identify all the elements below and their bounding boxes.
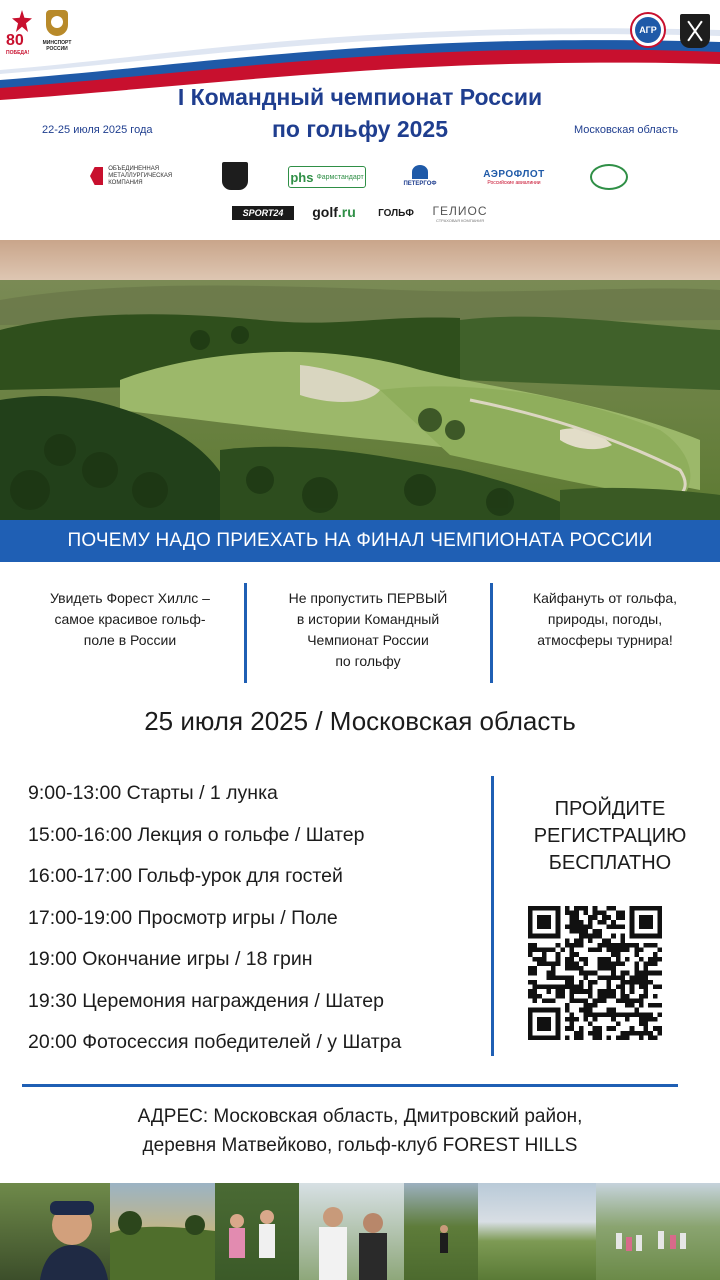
- photo-golfer-on-green: [404, 1183, 478, 1280]
- aeroflot-name: АЭРОФЛОТ: [483, 168, 545, 180]
- address-block: [0, 1102, 720, 1160]
- photo-fairway-landscape: [478, 1183, 596, 1280]
- title-line-2: по гольфу 2025: [271, 116, 448, 142]
- reason-forest-hills: [24, 588, 236, 651]
- address-line-1: АДРЕС: Московская область, Дмитровский район,: [137, 1106, 583, 1127]
- sponsor-helios: [432, 202, 488, 224]
- sponsor-aeroflot: [468, 164, 560, 190]
- photo-golfer-portrait: [0, 1183, 110, 1280]
- sponsor-peterhof: [400, 160, 440, 192]
- divider: [244, 583, 247, 683]
- schedule-item: 19:30 Церемония награждения / Шатер: [28, 989, 384, 1012]
- golf-course-aerial-photo: [0, 240, 720, 520]
- title-line-1: I Командный чемпионат России: [177, 84, 543, 110]
- schedule-item: 15:00-16:00 Лекция о гольфе / Шатер: [28, 823, 365, 846]
- agr-logo-text: АГР: [635, 17, 661, 43]
- registration-line: БЕСПЛАТНО: [548, 852, 672, 874]
- photo-women-golfers: [215, 1183, 299, 1280]
- reason-line: в истории Командный: [296, 611, 440, 627]
- star-icon: [12, 10, 32, 32]
- registration-line: ПРОЙДИТЕ: [554, 798, 666, 820]
- peterhof-name: ПЕТЕРГОФ: [403, 181, 437, 187]
- helios-sub: СТРАХОВАЯ КОМПАНИЯ: [435, 217, 485, 223]
- sponsor-golf-magazine: ГОЛЬФ: [378, 207, 414, 219]
- golfru-b: .ru: [337, 204, 356, 220]
- registration-qr-code[interactable]: [528, 906, 662, 1040]
- omk-mark-icon: [90, 167, 103, 185]
- reason-line: Увидеть Форест Хиллс –: [50, 590, 210, 606]
- minsport-name: МИНСПОРТ РОССИИ: [42, 40, 72, 52]
- championship-region: Московская область: [574, 124, 679, 136]
- helios-name: ГЕЛИОС: [432, 203, 488, 218]
- schedule-list: [28, 780, 488, 1071]
- reason-line: Кайфануть от гольфа,: [532, 590, 678, 606]
- schedule-item: 16:00-17:00 Гольф-урок для гостей: [28, 865, 343, 887]
- reason-line: по гольфу: [335, 653, 401, 669]
- agr-logo: [630, 12, 666, 48]
- reason-line: поле в России: [83, 632, 177, 648]
- reason-line: атмосферы турнира!: [537, 632, 673, 648]
- registration-line: РЕГИСТРАЦИЮ: [533, 825, 687, 847]
- golfru-a: golf: [312, 204, 338, 220]
- omk-name: ОБЪЕДИНЕННАЯ МЕТАЛЛУРГИЧЕСКАЯ КОМПАНИЯ: [108, 165, 173, 186]
- header: [0, 0, 720, 240]
- minsport-logo: [40, 10, 74, 58]
- sponsor-golfru: [306, 202, 362, 222]
- why-come-banner: ПОЧЕМУ НАДО ПРИЕХАТЬ НА ФИНАЛ ЧЕМПИОНАТА РОССИИ: [0, 520, 720, 562]
- championship-dates: 22-25 июля 2025 года: [42, 124, 153, 136]
- schedule-item: 17:00-19:00 Просмотр игры / Поле: [28, 906, 338, 929]
- photo-crowd-on-course: [596, 1183, 720, 1280]
- sponsor-sport24: SPORT24: [232, 206, 294, 220]
- sponsor-omk: [90, 162, 200, 190]
- phs-mark: phs: [290, 169, 314, 185]
- logo-80-sub: ПОБЕДА!: [6, 50, 30, 56]
- reason-line: самое красивое гольф-: [54, 611, 206, 627]
- schedule-item: 20:00 Фотосессия победителей / у Шатра: [28, 1031, 402, 1053]
- registration-cta: [500, 796, 720, 877]
- sponsor-green-emblem-icon: [590, 164, 628, 190]
- emblem-icon: [46, 10, 68, 36]
- forest-hills-logo: [680, 14, 710, 48]
- photo-course-sunset: [110, 1183, 215, 1280]
- sponsor-forest-hills-icon: [222, 162, 248, 190]
- phs-name: Фармстандарт: [316, 173, 364, 181]
- photo-strip: [0, 1183, 720, 1280]
- divider: [490, 583, 493, 683]
- reason-line: природы, погоды,: [547, 611, 663, 627]
- fountain-icon: [412, 165, 428, 179]
- logo-80-number: 80: [6, 32, 24, 49]
- divider: [22, 1084, 678, 1087]
- reason-first-championship: [256, 588, 480, 672]
- schedule-item: 19:00 Окончание игры / 18 грин: [28, 948, 313, 970]
- reason-line: Чемпионат России: [307, 632, 429, 648]
- divider: [491, 776, 494, 1056]
- photo-golfers-selfie: [299, 1183, 404, 1280]
- event-date-heading: 25 июля 2025 / Московская область: [144, 706, 576, 736]
- schedule-item: 9:00-13:00 Старты / 1 лунка: [28, 782, 278, 804]
- reason-line: Не пропустить ПЕРВЫЙ: [288, 590, 448, 606]
- sponsor-pharmstandard: [288, 166, 366, 188]
- address-line-2: деревня Матвейково, гольф-клуб FOREST HILLS: [142, 1135, 578, 1156]
- aeroflot-sub: Российские авиалинии: [487, 179, 541, 186]
- reason-enjoy: [500, 588, 710, 651]
- victory-80-logo: [6, 10, 38, 56]
